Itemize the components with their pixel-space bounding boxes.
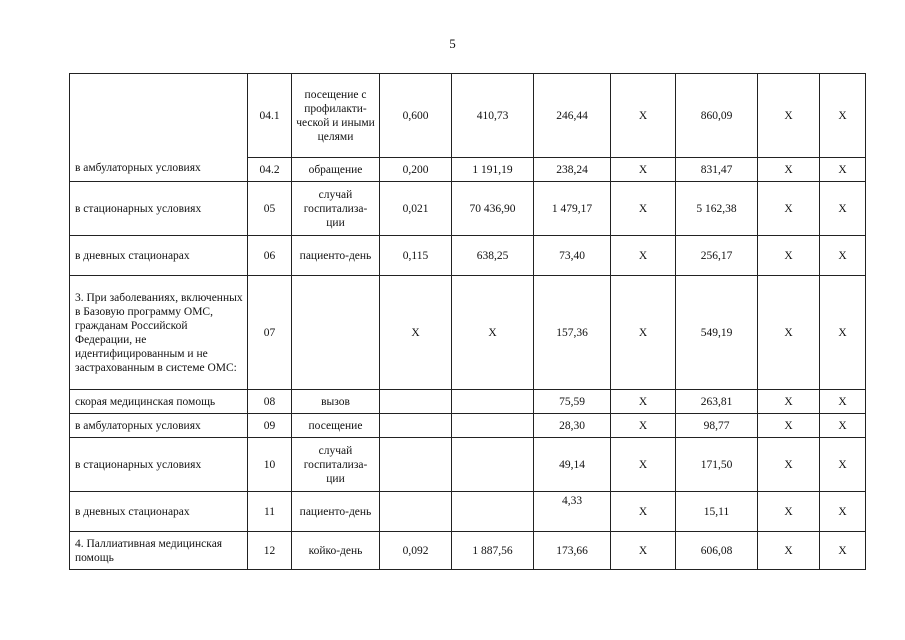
- row-label: в стационарных условиях: [70, 438, 248, 492]
- row-c7: Х: [611, 158, 676, 182]
- row-unit: случай госпитализа-ции: [292, 182, 380, 236]
- row-c8: 98,77: [676, 414, 758, 438]
- row-unit: койко-день: [292, 532, 380, 570]
- row-c7: Х: [611, 532, 676, 570]
- row-code: 08: [248, 390, 292, 414]
- row-label: скорая медицинская помощь: [70, 390, 248, 414]
- row-c9: Х: [758, 182, 820, 236]
- row-per-capita: 173,66: [534, 532, 611, 570]
- row-unit: случай госпитализа-ции: [292, 438, 380, 492]
- row-c10: Х: [820, 414, 866, 438]
- row-c7: Х: [611, 438, 676, 492]
- row-cost: 638,25: [452, 236, 534, 276]
- row-norm: [380, 390, 452, 414]
- row-c9: Х: [758, 158, 820, 182]
- row-c8: 263,81: [676, 390, 758, 414]
- row-code: 11: [248, 492, 292, 532]
- row-c9: Х: [758, 276, 820, 390]
- row-c10: Х: [820, 276, 866, 390]
- row-norm: 0,092: [380, 532, 452, 570]
- row-c9: Х: [758, 236, 820, 276]
- row-c9: Х: [758, 414, 820, 438]
- row-code: 09: [248, 414, 292, 438]
- row-per-capita: 28,30: [534, 414, 611, 438]
- row-c8: 860,09: [676, 74, 758, 158]
- row-per-capita: 73,40: [534, 236, 611, 276]
- row-c9: Х: [758, 74, 820, 158]
- table-row: [70, 414, 866, 438]
- row-norm: [380, 492, 452, 532]
- table-row: [70, 492, 866, 532]
- row-norm: 0,600: [380, 74, 452, 158]
- row-c8: 171,50: [676, 438, 758, 492]
- row-code: 05: [248, 182, 292, 236]
- row-unit: обращение: [292, 158, 380, 182]
- row-unit: посещение с профилакти-ческой и иными целями: [292, 74, 380, 158]
- row-code: 12: [248, 532, 292, 570]
- row-per-capita: 238,24: [534, 158, 611, 182]
- data-table: [69, 73, 866, 570]
- row-cost: Х: [452, 276, 534, 390]
- row-label: в дневных стационарах: [70, 236, 248, 276]
- row-c10: Х: [820, 158, 866, 182]
- row-label: в стационарных условиях: [70, 182, 248, 236]
- row-c8: 831,47: [676, 158, 758, 182]
- row-c10: Х: [820, 182, 866, 236]
- row-cost: [452, 492, 534, 532]
- row-cost: 70 436,90: [452, 182, 534, 236]
- row-label: 4. Паллиативная медицинская помощь: [70, 532, 248, 570]
- row-c10: Х: [820, 236, 866, 276]
- table-row: [70, 236, 866, 276]
- table-row: [70, 438, 866, 492]
- row-unit: [292, 276, 380, 390]
- row-c8: 5 162,38: [676, 182, 758, 236]
- row-c7: Х: [611, 182, 676, 236]
- row-norm: [380, 414, 452, 438]
- row-norm: 0,115: [380, 236, 452, 276]
- row-per-capita: 157,36: [534, 276, 611, 390]
- table-row: [70, 390, 866, 414]
- row-label: в дневных стационарах: [70, 492, 248, 532]
- table-row: [70, 182, 866, 236]
- row-norm: 0,021: [380, 182, 452, 236]
- row-code: 04.1: [248, 74, 292, 158]
- row-per-capita: 1 479,17: [534, 182, 611, 236]
- row-c10: Х: [820, 390, 866, 414]
- row-per-capita: 246,44: [534, 74, 611, 158]
- row-c8: 606,08: [676, 532, 758, 570]
- table-row: [70, 74, 866, 158]
- row-c10: Х: [820, 74, 866, 158]
- row-cost: [452, 438, 534, 492]
- row-per-capita: 4,33: [534, 492, 611, 532]
- row-c8: 256,17: [676, 236, 758, 276]
- row-cost: 410,73: [452, 74, 534, 158]
- row-label: 3. При заболеваниях, включенных в Базовую программу ОМС, гражданам Российской Федерации, не идентифицированным и не застрахованным в системе ОМС:: [70, 276, 248, 390]
- row-c9: Х: [758, 492, 820, 532]
- row-c9: Х: [758, 532, 820, 570]
- row-unit: посещение: [292, 414, 380, 438]
- row-unit: пациенто-день: [292, 492, 380, 532]
- row-c7: Х: [611, 414, 676, 438]
- row-c7: Х: [611, 74, 676, 158]
- row-cost: 1 887,56: [452, 532, 534, 570]
- row-code: 10: [248, 438, 292, 492]
- row-norm: Х: [380, 276, 452, 390]
- row-unit: вызов: [292, 390, 380, 414]
- row-norm: [380, 438, 452, 492]
- row-per-capita: 49,14: [534, 438, 611, 492]
- row-c7: Х: [611, 236, 676, 276]
- row-per-capita: 75,59: [534, 390, 611, 414]
- row-code: 07: [248, 276, 292, 390]
- page-number: 5: [449, 36, 456, 51]
- row-code: 06: [248, 236, 292, 276]
- row-c10: Х: [820, 532, 866, 570]
- row-label: в амбулаторных условиях: [70, 414, 248, 438]
- row-norm: 0,200: [380, 158, 452, 182]
- row-cost: 1 191,19: [452, 158, 534, 182]
- table-row: [70, 532, 866, 570]
- row-label: в амбулаторных условиях: [70, 74, 248, 182]
- row-c10: Х: [820, 438, 866, 492]
- row-c9: Х: [758, 438, 820, 492]
- row-c7: Х: [611, 276, 676, 390]
- row-cost: [452, 414, 534, 438]
- table-row: [70, 276, 866, 390]
- row-unit: пациенто-день: [292, 236, 380, 276]
- row-cost: [452, 390, 534, 414]
- row-c9: Х: [758, 390, 820, 414]
- row-code: 04.2: [248, 158, 292, 182]
- row-c7: Х: [611, 390, 676, 414]
- row-c10: Х: [820, 492, 866, 532]
- row-c8: 15,11: [676, 492, 758, 532]
- row-c7: Х: [611, 492, 676, 532]
- row-c8: 549,19: [676, 276, 758, 390]
